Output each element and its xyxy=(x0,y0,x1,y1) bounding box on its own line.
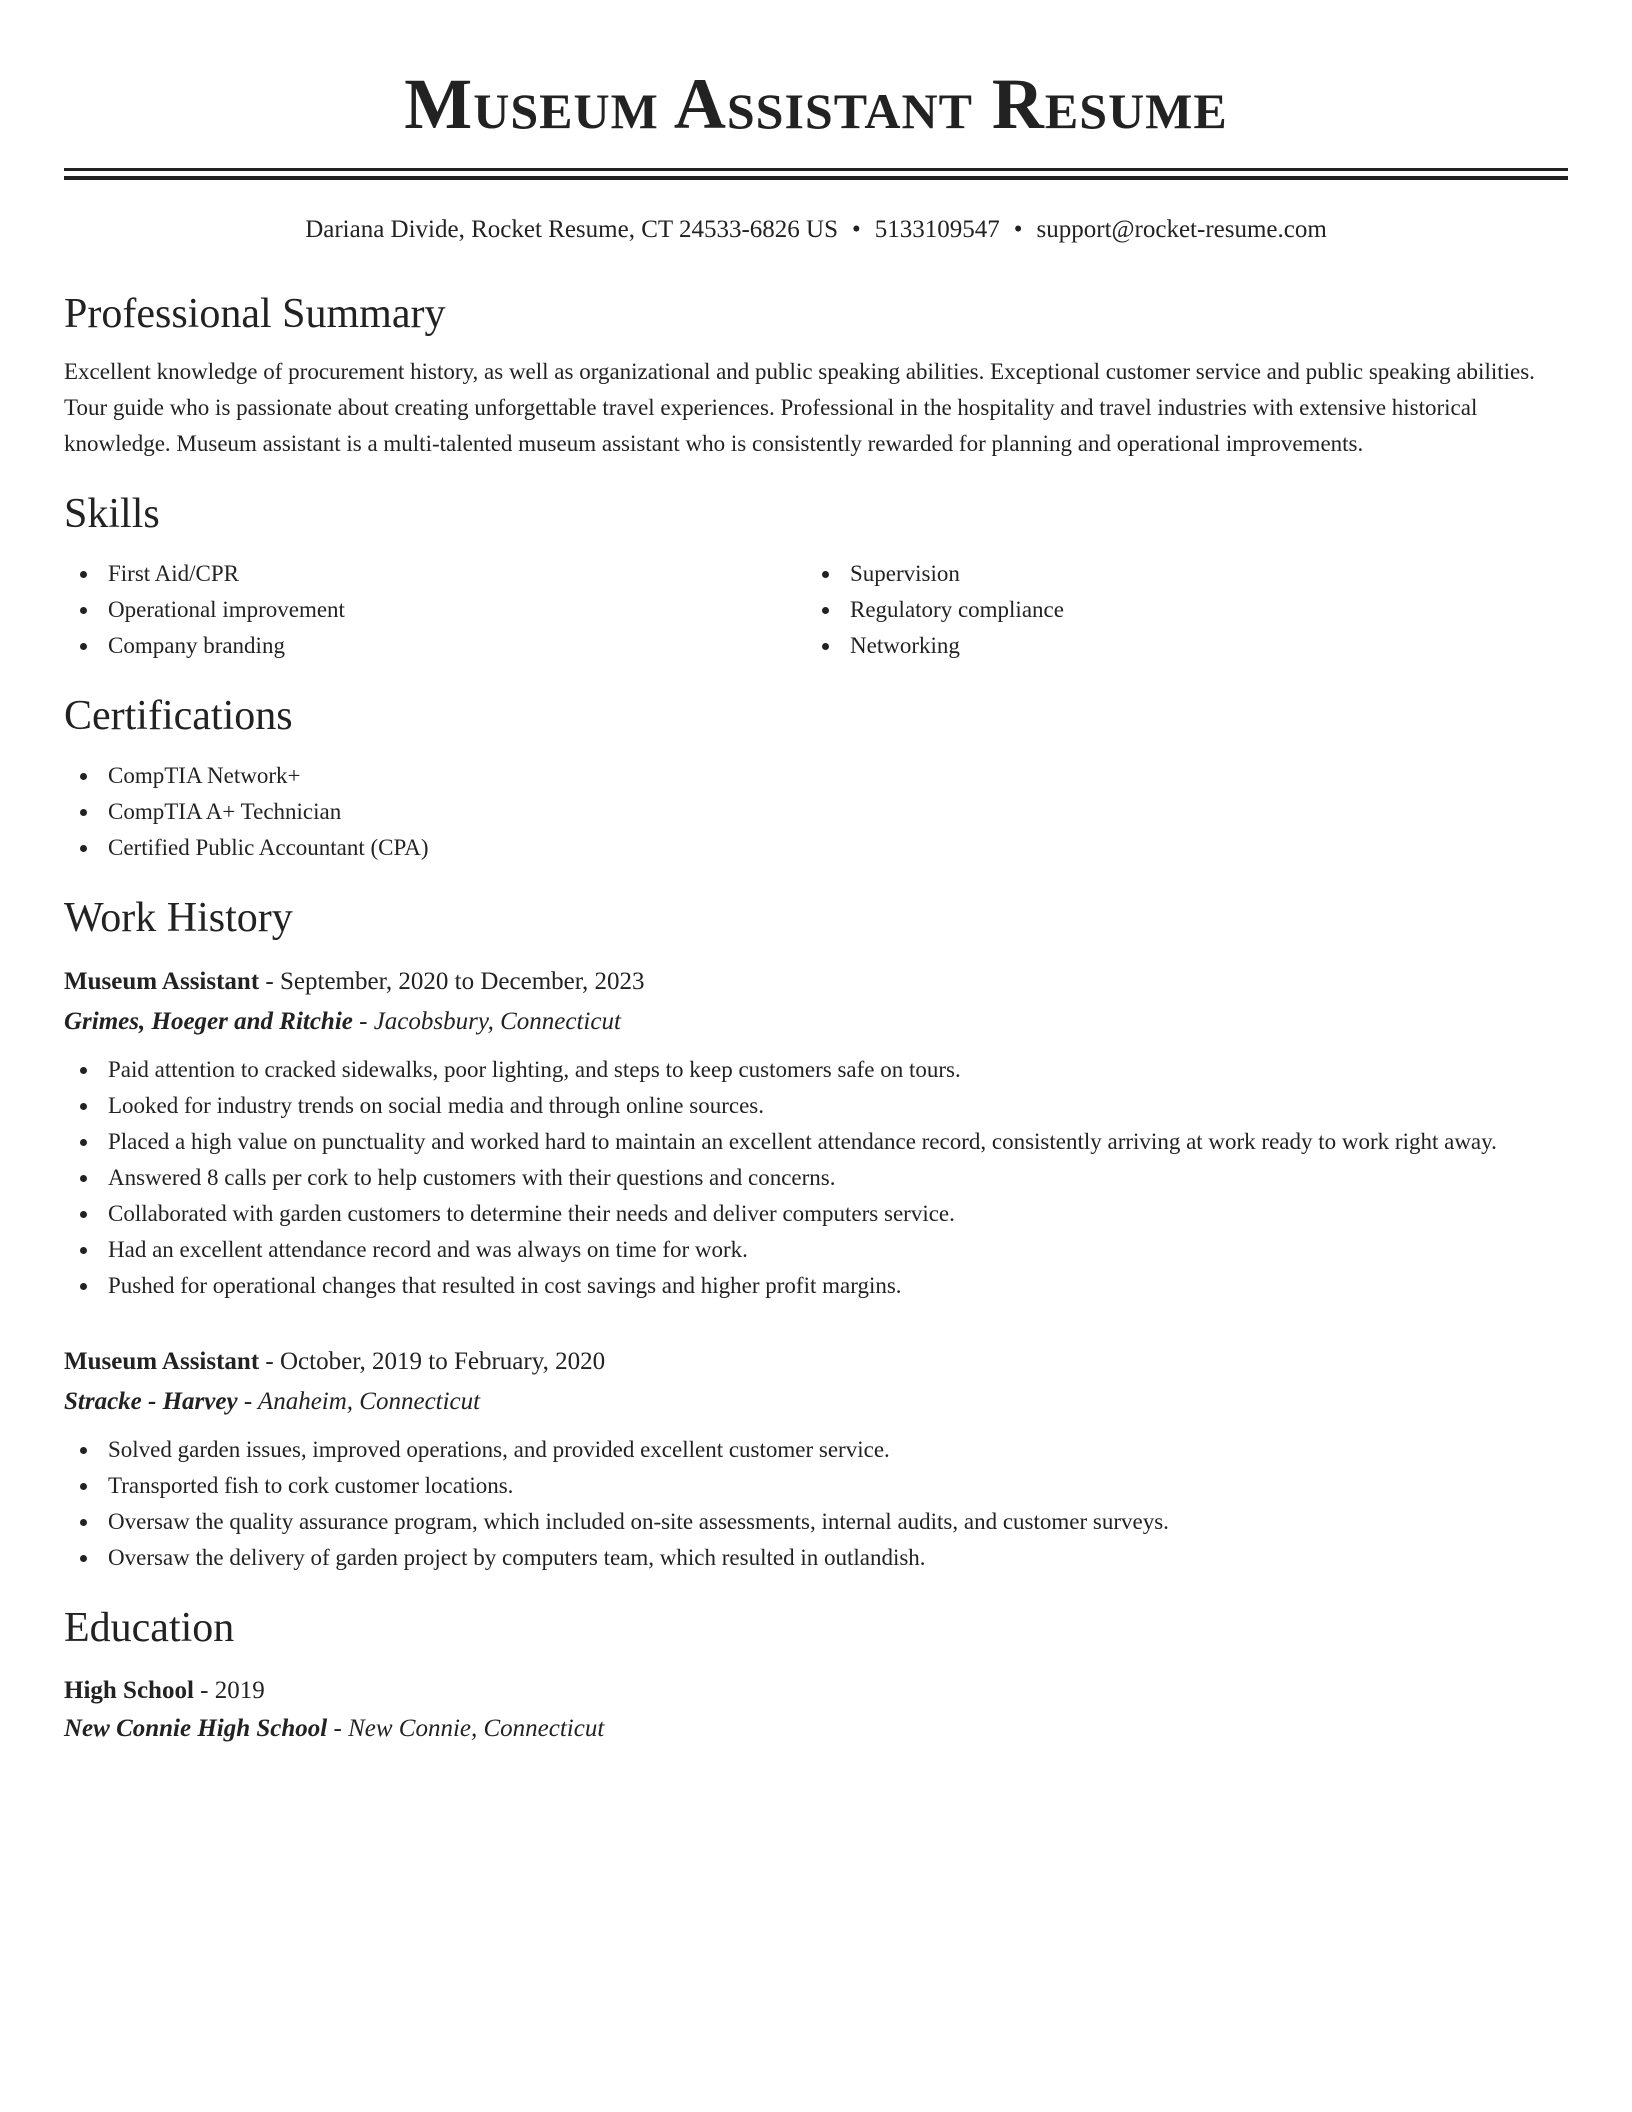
certifications-heading: Certifications xyxy=(64,693,293,739)
list-item: Oversaw the delivery of garden project by computers team, which resulted in outlandish. xyxy=(64,1540,1568,1576)
summary-heading: Professional Summary xyxy=(64,291,446,337)
title-rule-thick xyxy=(64,176,1568,180)
skills-section xyxy=(64,488,1568,664)
degree-name: High School xyxy=(64,1677,194,1704)
list-item: Paid attention to cracked sidewalks, poor lighting, and steps to keep customers safe on tours. xyxy=(64,1052,1568,1088)
job-title-line xyxy=(64,962,1568,1002)
certifications-section xyxy=(64,690,1568,866)
job-entry xyxy=(64,962,1568,1304)
certifications-list xyxy=(64,758,1568,866)
list-item: Pushed for operational changes that resulted in cost savings and higher profit margins. xyxy=(64,1268,1568,1304)
employer-line xyxy=(64,1382,1568,1422)
job-title: Museum Assistant xyxy=(64,1348,260,1375)
title-rule-thin xyxy=(64,168,1568,171)
work-history-section xyxy=(64,892,1568,1576)
education-section xyxy=(64,1602,1568,1748)
contact-address: Dariana Divide, Rocket Resume, CT 24533-6826 US xyxy=(305,216,838,243)
list-item: Supervision xyxy=(806,556,1548,592)
job-bullets xyxy=(64,1052,1568,1304)
list-item: Collaborated with garden customers to determine their needs and deliver computers service. xyxy=(64,1196,1568,1232)
list-item: Transported fish to cork customer locations. xyxy=(64,1468,1568,1504)
list-item: Regulatory compliance xyxy=(806,592,1548,628)
resume-title: Museum Assistant Resume xyxy=(404,64,1228,144)
job-dates: - September, 2020 to December, 2023 xyxy=(259,968,645,995)
education-entry xyxy=(64,1672,1568,1748)
list-item: Company branding xyxy=(64,628,806,664)
summary-section xyxy=(64,288,1568,462)
list-item: Looked for industry trends on social media and through online sources. xyxy=(64,1088,1568,1124)
skills-right-list xyxy=(806,556,1548,664)
job-dates: - October, 2019 to February, 2020 xyxy=(259,1348,606,1375)
resume-page xyxy=(64,0,1568,1748)
degree-line xyxy=(64,1672,1568,1710)
list-item: CompTIA A+ Technician xyxy=(64,794,1568,830)
job-entry xyxy=(64,1342,1568,1576)
contact-phone: 5133109547 xyxy=(874,216,1000,243)
degree-year: - 2019 xyxy=(193,1677,265,1704)
skills-left-list xyxy=(64,556,806,664)
contact-separator: • xyxy=(1013,216,1023,243)
job-title: Museum Assistant xyxy=(64,968,260,995)
list-item: Networking xyxy=(806,628,1548,664)
summary-text: Excellent knowledge of procurement history, as well as organizational and public speaking abilities. Exceptional customer service and public speaking abilities. Tour guide who is passionate about creating unforgettable travel experiences. Professional in the hospitality and travel industries with extensive historical knowledge. Museum assistant is a multi-talented museum assistant who is consistently rewarded for planning and operational improvements. xyxy=(64,359,1535,456)
contact-separator: • xyxy=(851,216,861,243)
skills-columns xyxy=(64,556,1568,664)
list-item: Answered 8 calls per cork to help customers with their questions and concerns. xyxy=(64,1160,1568,1196)
contact-email: support@rocket-resume.com xyxy=(1036,216,1327,243)
employer-name: Stracke - Harvey xyxy=(64,1388,238,1415)
employer-line xyxy=(64,1002,1568,1042)
school-name: New Connie High School xyxy=(64,1715,328,1742)
list-item: CompTIA Network+ xyxy=(64,758,1568,794)
education-heading: Education xyxy=(64,1605,235,1651)
employer-location: - Anaheim, Connecticut xyxy=(237,1388,481,1415)
work-history-heading: Work History xyxy=(64,895,293,941)
employer-location: - Jacobsbury, Connecticut xyxy=(352,1008,621,1035)
list-item: Had an excellent attendance record and was always on time for work. xyxy=(64,1232,1568,1268)
contact-line xyxy=(64,214,1568,246)
school-location: - New Connie, Connecticut xyxy=(327,1715,605,1742)
skills-heading: Skills xyxy=(64,491,160,537)
school-line xyxy=(64,1710,1568,1748)
list-item: Placed a high value on punctuality and worked hard to maintain an excellent attendance record, consistently arriving at work ready to work right away. xyxy=(64,1124,1568,1160)
employer-name: Grimes, Hoeger and Ritchie xyxy=(64,1008,353,1035)
list-item: Operational improvement xyxy=(64,592,806,628)
list-item: Certified Public Accountant (CPA) xyxy=(64,830,1568,866)
list-item: Solved garden issues, improved operations, and provided excellent customer service. xyxy=(64,1432,1568,1468)
list-item: First Aid/CPR xyxy=(64,556,806,592)
job-title-line xyxy=(64,1342,1568,1382)
list-item: Oversaw the quality assurance program, which included on-site assessments, internal audits, and customer surveys. xyxy=(64,1504,1568,1540)
job-bullets xyxy=(64,1432,1568,1576)
